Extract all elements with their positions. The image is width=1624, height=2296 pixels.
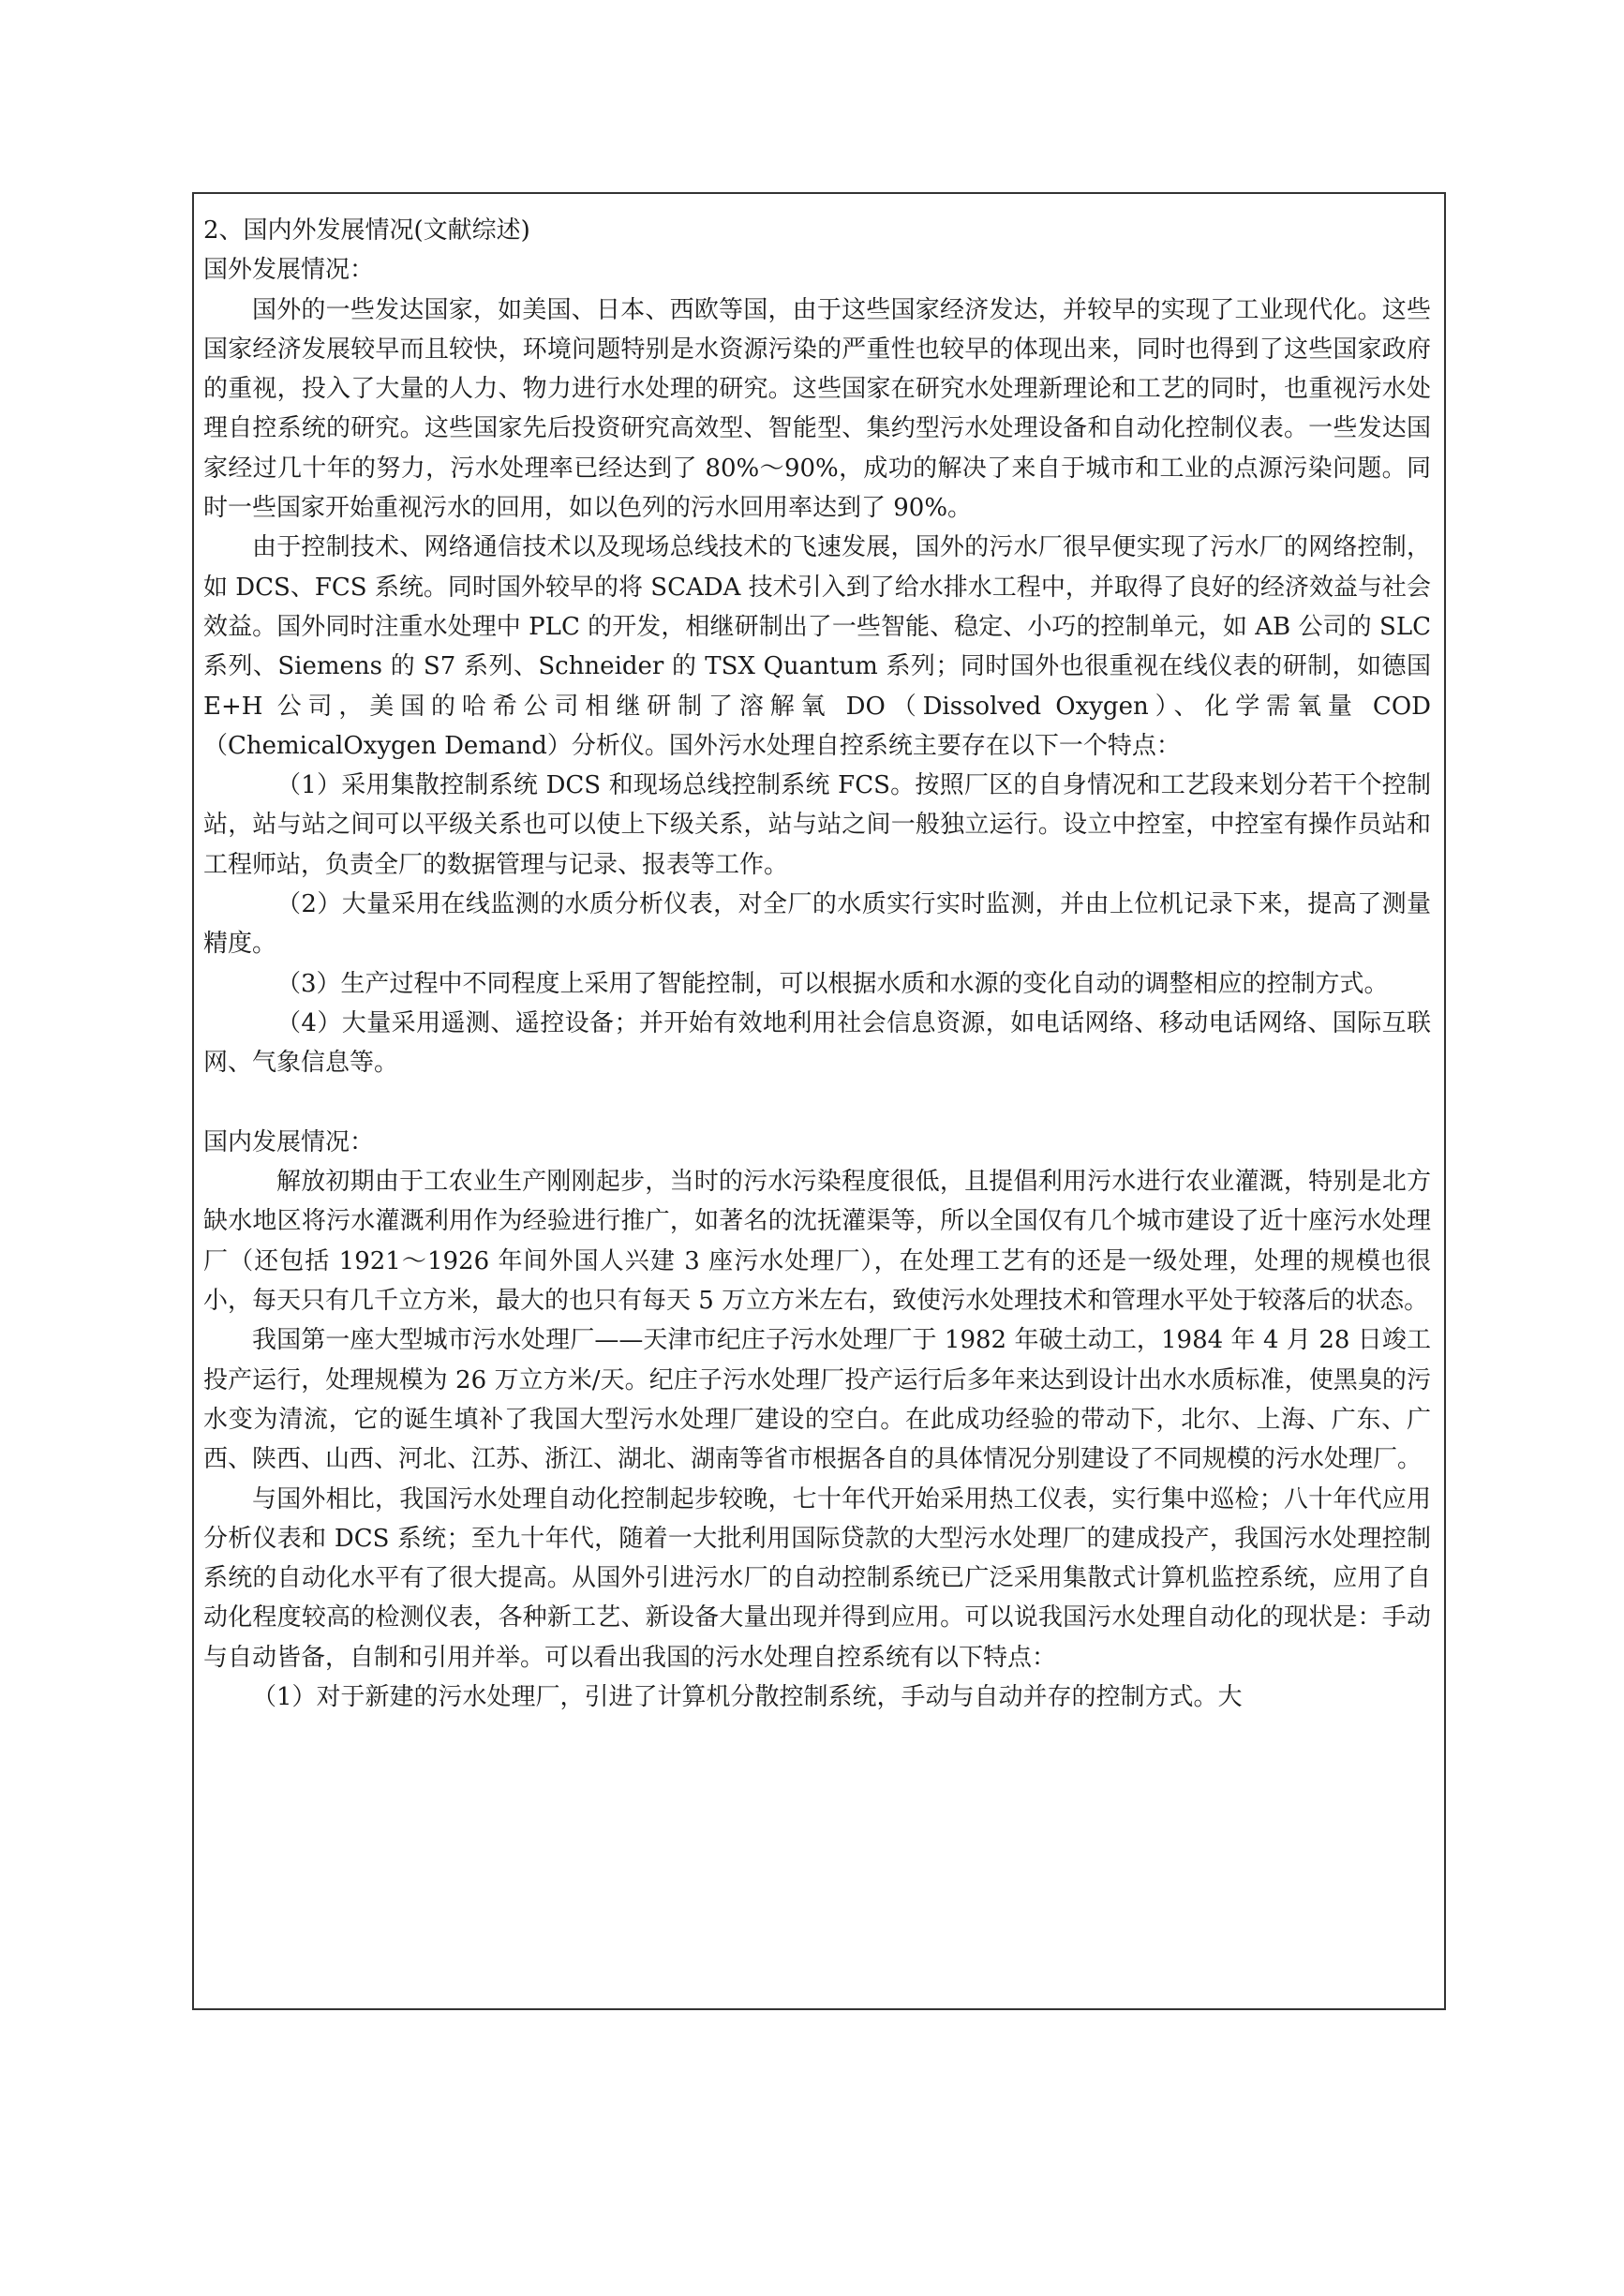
- foreign-heading: 国外发展情况：: [203, 256, 375, 285]
- foreign-feature-3: （3）生产过程中不同程度上采用了智能控制，可以根据水质和水源的变化自动的调整相应的控制方式。: [276, 969, 1389, 998]
- foreign-feature-2: （2）大量采用在线监测的水质分析仪表，对全厂的水质实行实时监测，并由上位机记录下来，提高了测量精度。: [203, 890, 1431, 959]
- foreign-feature-4: （4）大量采用遥测、遥控设备；并开始有效地利用社会信息资源，如电话网络、移动电话网络、国际互联网、气象信息等。: [203, 1008, 1431, 1078]
- document-body: [203, 211, 1431, 1717]
- domestic-paragraph-1: 解放初期由于工农业生产刚刚起步，当时的污水污染程度很低，且提倡利用污水进行农业灌溉，特别是北方缺水地区将污水灌溉利用作为经验进行推广，如著名的沈抚灌渠等，所以全国仅有几个城市建设了近十座污水处理厂（还包括 1921～1926 年间外国人兴建 3 座污水处理厂），在处理工艺有的还是一级处理，处理的规模也很小，每天只有几千立方米，最大的也只有每天 5 万立方米左右，致使污水处理技术和管理水平处于较落后的状态。: [203, 1168, 1431, 1316]
- foreign-paragraph-2: 由于控制技术、网络通信技术以及现场总线技术的飞速发展，国外的污水厂很早便实现了污水厂的网络控制，如 DCS、FCS 系统。同时国外较早的将 SCADA 技术引入到了给水排水工程中，并取得了良好的经济效益与社会效益。国外同时注重水处理中 PLC 的开发，相继研制出了一些智能、稳定、小巧的控制单元，如 AB 公司的 SLC 系列、Siemens 的 S7 系列、Schneider 的 TSX Quantum 系列；同时国外也很重视在线仪表的研制，如德国 E+H 公司，美国的哈希公司相继研制了溶解氧 DO（Dissolved Oxygen）、化学需氧量 COD（ChemicalOxygen Demand）分析仪。国外污水处理自控系统主要存在以下一个特点：: [203, 533, 1431, 760]
- foreign-paragraph-1: 国外的一些发达国家，如美国、日本、西欧等国，由于这些国家经济发达，并较早的实现了工业现代化。这些国家经济发展较早而且较快，环境问题特别是水资源污染的严重性也较早的体现出来，同时也得到了这些国家政府的重视，投入了大量的人力、物力进行水处理的研究。这些国家在研究水处理新理论和工艺的同时，也重视污水处理自控系统的研究。这些国家先后投资研究高效型、智能型、集约型污水处理设备和自动化控制仪表。一些发达国家经过几十年的努力，污水处理率已经达到了 80%～90%，成功的解决了来自于城市和工业的点源污染问题。同时一些国家开始重视污水的回用，如以色列的污水回用率达到了 90%。: [203, 295, 1431, 523]
- domestic-paragraph-2: 我国第一座大型城市污水处理厂——天津市纪庄子污水处理厂于 1982 年破土动工，1984 年 4 月 28 日竣工投产运行，处理规模为 26 万立方米/天。纪庄子污水处理厂投产运行后多年来达到设计出水水质标准，使黑臭的污水变为清流，它的诞生填补了我国大型污水处理厂建设的空白。在此成功经验的带动下，北尔、上海、广东、广西、陕西、山西、河北、江苏、浙江、湖北、湖南等省市根据各自的具体情况分别建设了不同规模的污水处理厂。: [203, 1326, 1431, 1474]
- domestic-feature-1: （1）对于新建的污水处理厂，引进了计算机分散控制系统，手动与自动并存的控制方式。大: [252, 1682, 1243, 1711]
- section-spacer: [203, 1083, 1431, 1123]
- domestic-heading: 国内发展情况：: [203, 1127, 375, 1156]
- domestic-paragraph-3: 与国外相比，我国污水处理自动化控制起步较晚，七十年代开始采用热工仪表，实行集中巡检；八十年代应用分析仪表和 DCS 系统；至九十年代，随着一大批利用国际贷款的大型污水处理厂的建成投产，我国污水处理控制系统的自动化水平有了很大提高。从国外引进污水厂的自动控制系统已广泛采用集散式计算机监控系统，应用了自动化程度较高的检测仪表，各种新工艺、新设备大量出现并得到应用。可以说我国污水处理自动化的现状是：手动与自动皆备，自制和引用并举。可以看出我国的污水处理自控系统有以下特点：: [203, 1484, 1431, 1672]
- foreign-feature-1: （1）采用集散控制系统 DCS 和现场总线控制系统 FCS。按照厂区的自身情况和工艺段来划分若干个控制站，站与站之间可以平级关系也可以使上下级关系，站与站之间一般独立运行。设立中控室，中控室有操作员站和工程师站，负责全厂的数据管理与记录、报表等工作。: [203, 771, 1431, 879]
- section-title: 2、国内外发展情况(文献综述): [203, 216, 530, 245]
